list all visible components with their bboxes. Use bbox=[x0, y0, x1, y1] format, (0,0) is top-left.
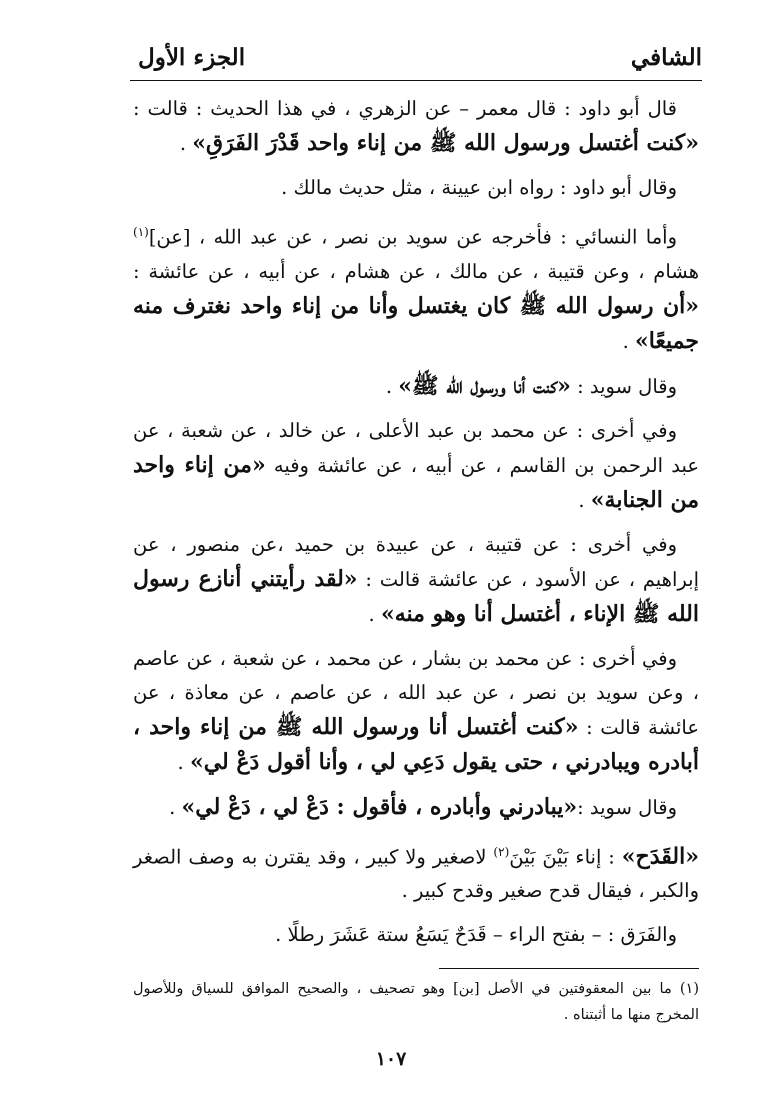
paragraph-8: وقال سويد :«يبادرني وأبادره ، فأقول : دَعْ لي ، دَعْ لي» . bbox=[169, 793, 677, 820]
paragraph-6: وفي أخرى : عن قتيبة ، عن عبيدة بن حميد ،عن منصور ، عن إبراهيم ، عن الأسود ، عن عائشة قالت : «لقد رأيتني أنازع رسول الله ﷺ الإناء ، أغتسل أنا وهو منه» . bbox=[133, 532, 699, 627]
footnote-divider bbox=[439, 968, 699, 969]
paragraph-10: والفَرَق : – بفتح الراء – قَدَحٌ يَسَعُ ستة عَشَرَ رطلًا . bbox=[275, 923, 677, 946]
hadith-quote: «يبادرني وأبادره ، فأقول : دَعْ لي ، دَعْ لي» bbox=[181, 793, 578, 820]
hadith-quote: «لقد رأيتني أنازع رسول الله ﷺ الإناء ، أغتسل أنا وهو منه» bbox=[133, 565, 699, 627]
hadith-quote: «من إناء واحد من الجنابة» bbox=[133, 451, 699, 513]
hadith-quote: «أن رسول الله ﷺ كان يغتسل وأنا من إناء واحد نغترف منه جميعًا» bbox=[133, 292, 699, 354]
term-qadah: «القَدَح» bbox=[621, 843, 699, 869]
paragraph-7: وفي أخرى : عن محمد بن بشار ، عن محمد ، عن شعبة ، عن عاصم ، وعن سويد بن نصر ، عن عبد الله ، عن عاصم ، عن معاذة ، عن عائشة قالت : «كنت أغتسل أنا ورسول الله ﷺ من إناء واحد ، أبادره ويبادرني ، حتى يقول دَعِي لي ، وأنا أقول دَعْ لي» . bbox=[133, 646, 699, 775]
hadith-quote: «كنت أغتسل ورسول الله ﷺ من إناء واحد قَدْرَ الفَرَقِ» bbox=[192, 130, 699, 156]
paragraph-4: وقال سويد : «كنت أنا ورسول الله ﷺ» . bbox=[385, 372, 677, 399]
hadith-quote: «كنت أغتسل أنا ورسول الله ﷺ من إناء واحد ، أبادره ويبادرني ، حتى يقول دَعِي لي ، وأنا أقول دَعْ لي» bbox=[133, 713, 699, 775]
page-number: ١٠٧ bbox=[375, 1048, 407, 1070]
paragraph-9: «القَدَح» : إناء بَيْنَ بَيْنَ$^{(٢)}$ لاصغير ولا كبير ، وقد يقترن به وصف الصغر والكبر ، فيقال قدح صغير وقدح كبير . bbox=[133, 843, 699, 902]
main-text bbox=[133, 92, 699, 962]
footnote-ref-1: (١) bbox=[133, 225, 149, 239]
footnote: (١) ما بين المعقوفتين في الأصل [بن] وهو تصحيف ، والصحيح الموافق للسياق وللأصول المخرج منها ما أثبتناه . bbox=[133, 981, 699, 1023]
running-header bbox=[130, 44, 702, 80]
paragraph-1: قال أبو داود : قال معمر – عن الزهري ، في هذا الحديث : قالت : «كنت أغتسل ورسول الله ﷺ من إناء واحد قَدْرَ الفَرَقِ» . bbox=[133, 97, 699, 156]
volume-label: الجزء الأول bbox=[138, 44, 246, 71]
hadith-quote: «كنت أنا ورسول الله ﷺ» bbox=[398, 372, 571, 399]
footnote-ref-2: (٢) bbox=[493, 844, 510, 859]
paragraph-3: وأما النسائي : فأخرجه عن سويد بن نصر ، عن عبد الله ، [عن]$^{(١)}$ هشام ، وعن قتيبة ، عن مالك ، عن هشام ، عن أبيه ، عن عائشة : «أن رسول الله ﷺ كان يغتسل وأنا من إناء واحد نغترف منه جميعًا» . bbox=[133, 225, 699, 354]
paragraph-5: وفي أخرى : عن محمد بن عبد الأعلى ، عن خالد ، عن شعبة ، عن عبد الرحمن بن القاسم ، عن أبيه ، عن عائشة وفيه «من إناء واحد من الجنابة» . bbox=[133, 418, 699, 513]
paragraph-2: وقال أبو داود : رواه ابن عيينة ، مثل حديث مالك . bbox=[281, 176, 677, 199]
header-divider bbox=[130, 80, 702, 81]
book-title: الشافي bbox=[630, 44, 702, 71]
